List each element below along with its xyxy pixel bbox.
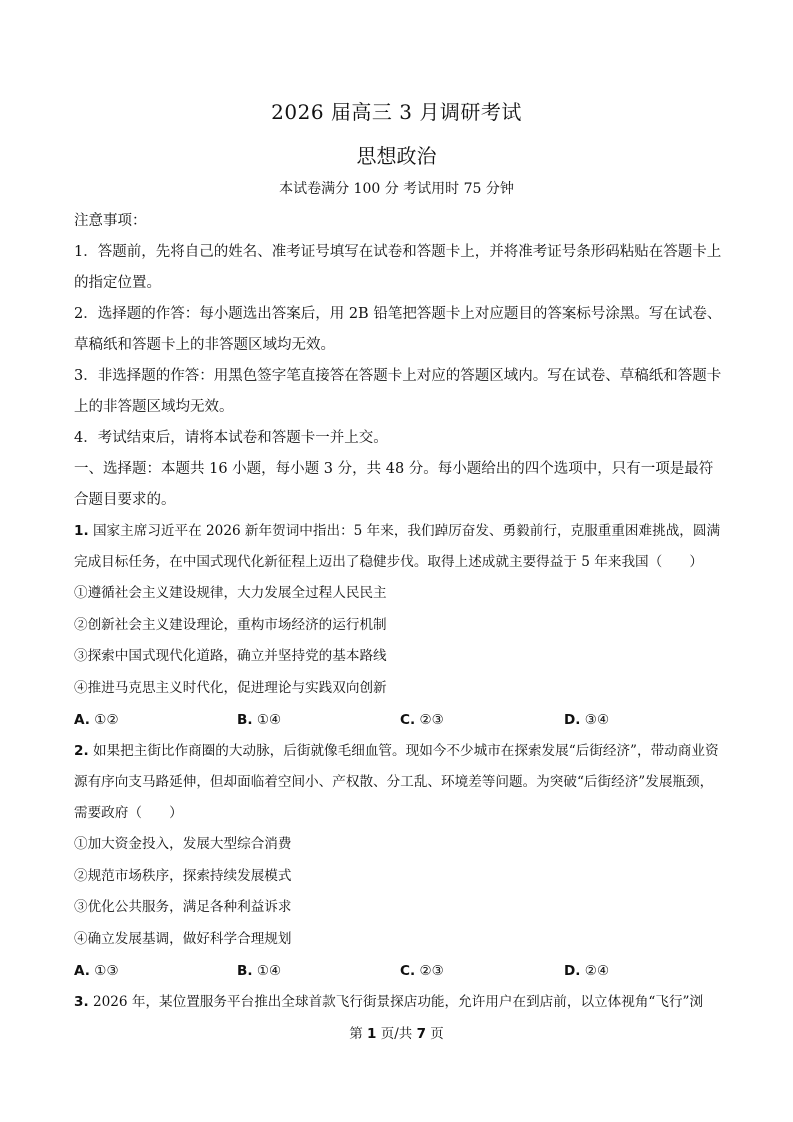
option-text: ②④ (580, 963, 610, 979)
option-c (400, 955, 444, 987)
question-text: 国家主席习近平在 2026 新年贺词中指出：5 年来，我们踔厉奋发、勇毅前行，克服重重困难挑战，圆满完成目标任务，在中国式现代化新征程上迈出了稳健步伐。取得上述成就主要得益于 5 年来我国（ ） (74, 523, 721, 570)
option-letter: D. (564, 712, 581, 728)
option-letter: A. (74, 712, 90, 728)
question-number: 3. (74, 994, 89, 1010)
option-text: ①④ (252, 712, 282, 728)
statement: ③探索中国式现代化道路，确立并坚持党的基本路线 (74, 648, 387, 664)
option-text: ②③ (415, 712, 444, 728)
page-footer (0, 1022, 793, 1042)
footer-prefix: 第 (349, 1026, 368, 1042)
option-letter: B. (237, 963, 253, 979)
exam-info: 本试卷满分 100 分 考试用时 75 分钟 (279, 181, 514, 197)
notes-title: 注意事项： (74, 213, 147, 229)
question-2 (74, 736, 724, 829)
footer-suffix: 页 (425, 1026, 444, 1042)
note-item: 3．非选择题的作答：用黑色签字笔直接答在答题卡上对应的答题区域内。写在试卷、草稿纸和答题卡上的非答题区域均无效。 (74, 368, 722, 415)
option-d (564, 704, 609, 736)
question-text: 2026 年，某位置服务平台推出全球首款飞行街景探店功能，允许用户在到店前，以立体视角“飞行”浏 (88, 994, 704, 1010)
page-total: 7 (416, 1026, 426, 1042)
option-text: ①③ (89, 963, 119, 979)
question-number: 1. (74, 523, 89, 539)
note-item: 1．答题前，先将自己的姓名、准考证号填写在试卷和答题卡上，并将准考证号条形码粘贴在答题卡上的指定位置。 (74, 244, 722, 291)
section-heading: 一、选择题：本题共 16 小题，每小题 3 分，共 48 分。每小题给出的四个选项中，只有一项是最符合题目要求的。 (74, 461, 714, 508)
option-c (400, 704, 444, 736)
option-text: ③④ (580, 712, 610, 728)
option-letter: C. (400, 963, 416, 979)
statement: ①遵循社会主义建设规律，大力发展全过程人民民主 (74, 585, 387, 601)
question-3 (74, 987, 724, 1018)
answer-options (74, 704, 724, 736)
note-item: 4．考试结束后，请将本试卷和答题卡一并上交。 (74, 430, 388, 446)
option-letter: D. (564, 963, 581, 979)
statement: ④确立发展基调，做好科学合理规划 (74, 930, 292, 947)
option-a (74, 704, 119, 736)
answer-options (74, 955, 724, 987)
exam-title: 2026 届高三 3 月调研考试 (271, 100, 522, 124)
question-number: 2. (74, 743, 89, 759)
footer-middle: 页/共 (376, 1026, 417, 1042)
option-a (74, 955, 119, 987)
option-letter: B. (237, 712, 253, 728)
option-text: ①② (89, 712, 119, 728)
statement: ④推进马克思主义时代化，促进理论与实践双向创新 (74, 679, 387, 696)
question-text: 如果把主街比作商圈的大动脉，后街就像毛细血管。现如今不少城市在探索发展“后街经济”，带动商业资源有序向支马路延伸，但却面临着空间小、产权散、分工乱、环境差等问题。为突破“后街经济”发展瓶颈，需要政府（ ） (74, 743, 719, 821)
statement: ①加大资金投入，发展大型综合消费 (74, 836, 292, 852)
option-b (237, 955, 281, 987)
statement: ②规范市场秩序，探索持续发展模式 (74, 867, 292, 884)
page-number: 1 (367, 1026, 377, 1042)
option-b (237, 704, 281, 736)
option-text: ①④ (252, 963, 282, 979)
option-d (564, 955, 609, 987)
subject-title: 思想政治 (356, 144, 437, 168)
question-1 (74, 516, 724, 578)
option-text: ②③ (415, 963, 444, 979)
option-letter: C. (400, 712, 416, 728)
exam-content (74, 206, 724, 1018)
statement: ③优化公共服务，满足各种利益诉求 (74, 899, 292, 915)
option-letter: A. (74, 963, 90, 979)
statement: ②创新社会主义建设理论，重构市场经济的运行机制 (74, 616, 387, 633)
note-item: 2．选择题的作答：每小题选出答案后，用 2B 铅笔把答题卡上对应题目的答案标号涂黑。写在试卷、草稿纸和答题卡上的非答题区域均无效。 (74, 306, 722, 353)
